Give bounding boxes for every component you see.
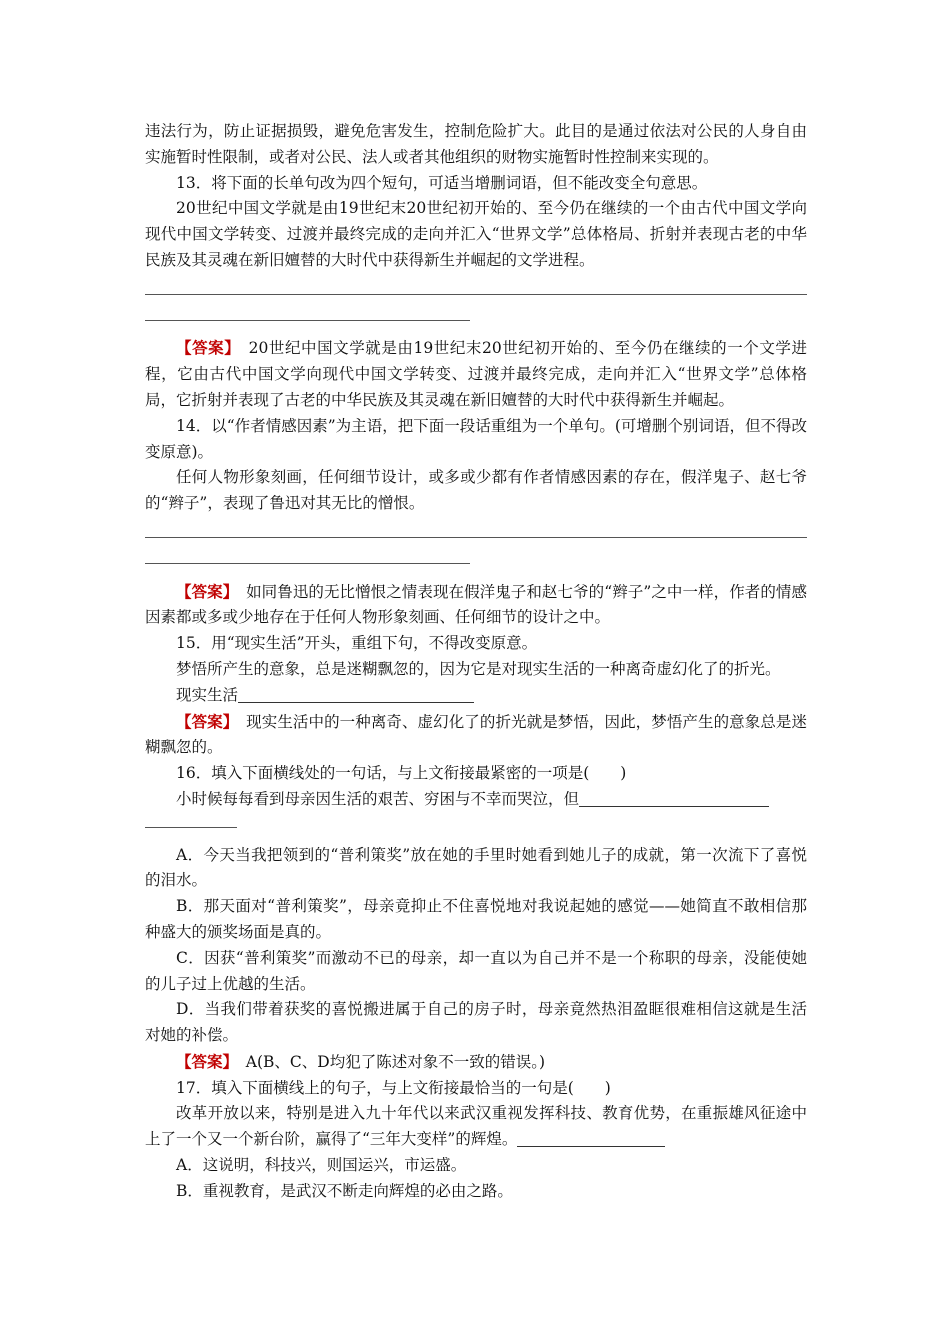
q16-option-a: A．今天当我把领到的“普利策奖”放在她的手里时她看到她儿子的成就，第一次流下了喜悦的泪水。 — [145, 845, 807, 890]
q16-question: 16．填入下面横线处的一句话，与上文衔接最紧密的一项是( ) — [176, 764, 627, 783]
q14-answer-line-1 — [145, 523, 807, 549]
q16-option-c: C．因获“普利策奖”而激动不已的母亲，却一直以为自己并不是一个称职的母亲，没能使她的儿子过上优越的生活。 — [145, 948, 807, 993]
q16-answer — [145, 1049, 807, 1076]
q16-answer-label: 【答案】 — [176, 1051, 231, 1071]
q16-blank — [579, 790, 769, 807]
q13-answer — [145, 335, 807, 413]
q15-fill-line — [145, 683, 807, 709]
q15-answer-text: 现实生活中的一种离奇、虚幻化了的折光就是梦悟，因此，梦悟产生的意象总是迷糊飘忽的。 — [145, 712, 807, 757]
q14-passage: 任何人物形象刻画，任何细节设计，或多或少都有作者情感因素的存在，假洋鬼子、赵七爷的“辫子”，表现了鲁迅对其无比的憎恨。 — [145, 468, 807, 513]
q15-passage: 梦悟所产生的意象，总是迷糊飘忽的，因为它是对现实生活的一种离奇虚幻化了的折光。 — [176, 659, 781, 678]
q15-fill-prefix: 现实生活 — [176, 685, 239, 704]
q15-answer — [145, 709, 807, 762]
q16-option-b: B．那天面对“普利策奖”，母亲竟抑止不住喜悦地对我说起她的感觉——她简直不敢相信那种盛大的颁奖场面是真的。 — [145, 897, 807, 941]
document-body — [145, 119, 807, 1205]
q16-answer-text: A(B、C、D均犯了陈述对象不一致的错误。) — [245, 1052, 545, 1071]
q13-question: 13．将下面的长单句改为四个短句，可适当增删词语，但不能改变全句意思。 — [176, 173, 708, 192]
q17-option-b: B．重视教育，是武汉不断走向辉煌的必由之路。 — [176, 1181, 513, 1200]
q15-question: 15．用“现实生活”开头，重组下句，不得改变原意。 — [176, 634, 538, 653]
q14-answer-line-2 — [145, 549, 807, 575]
q17-blank — [517, 1130, 665, 1147]
q16-blank-continued — [145, 813, 807, 839]
q16-option-d: D．当我们带着获奖的喜悦搬进属于自己的房子时，母亲竟然热泪盈眶很难相信这就是生活对她的补偿。 — [145, 1000, 807, 1045]
q16-passage — [145, 787, 807, 813]
q17-question: 17．填入下面横线上的句子，与上文衔接最恰当的一句是( ) — [176, 1078, 611, 1097]
q15-blank — [238, 686, 474, 703]
q13-answer-line-1 — [145, 280, 807, 306]
q14-question: 14．以“作者情感因素”为主语，把下面一段话重组为一个单句。(可增删个别词语，但不得改变原意)。 — [145, 416, 807, 461]
q14-answer-text: 如同鲁迅的无比憎恨之情表现在假洋鬼子和赵七爷的“辫子”之中一样，作者的情感因素都或多或少地存在于任何人物形象刻画、任何细节的设计之中。 — [145, 582, 807, 627]
q13-answer-text: 20世纪中国文学就是由19世纪末20世纪初开始的、至今仍在继续的一个文学进程，它由古代中国文学向现代中国文学转变、过渡并最终完成，走向并汇入“世界文学”总体格局，它折射并表现了古老的中华民族及其灵魂在新旧嬗替的大时代中获得新生并崛起。 — [145, 339, 807, 409]
q15-answer-label: 【答案】 — [176, 711, 231, 731]
q17-passage — [145, 1101, 807, 1153]
q17-option-a: A．这说明，科技兴，则国运兴，市运盛。 — [176, 1156, 467, 1175]
q14-answer-label: 【答案】 — [176, 581, 231, 601]
q16-passage-text: 小时候每每看到母亲因生活的艰苦、穷困与不幸而哭泣，但 — [176, 789, 580, 808]
intro-paragraph: 违法行为，防止证据损毁，避免危害发生，控制危险扩大。此目的是通过依法对公民的人身自由实施暂时性限制，或者对公民、法人或者其他组织的财物实施暂时性控制来实现的。 — [145, 122, 807, 166]
q17-passage-text: 改革开放以来，特别是进入九十年代以来武汉重视发挥科技、教育优势，在重振雄风征途中上了一个又一个新台阶，赢得了“三年大变样”的辉煌。 — [145, 1104, 807, 1149]
q13-answer-label: 【答案】 — [176, 338, 233, 358]
q13-passage: 20世纪中国文学就是由19世纪末20世纪初开始的、至今仍在继续的一个由古代中国文学向现代中国文学转变、过渡并最终完成的走向并汇入“世界文学”总体格局、折射并表现古老的中华民族及其灵魂在新旧嬗替的大时代中获得新生并崛起的文学进程。 — [145, 199, 807, 269]
q13-answer-line-2 — [145, 306, 807, 332]
q14-answer — [145, 579, 807, 632]
